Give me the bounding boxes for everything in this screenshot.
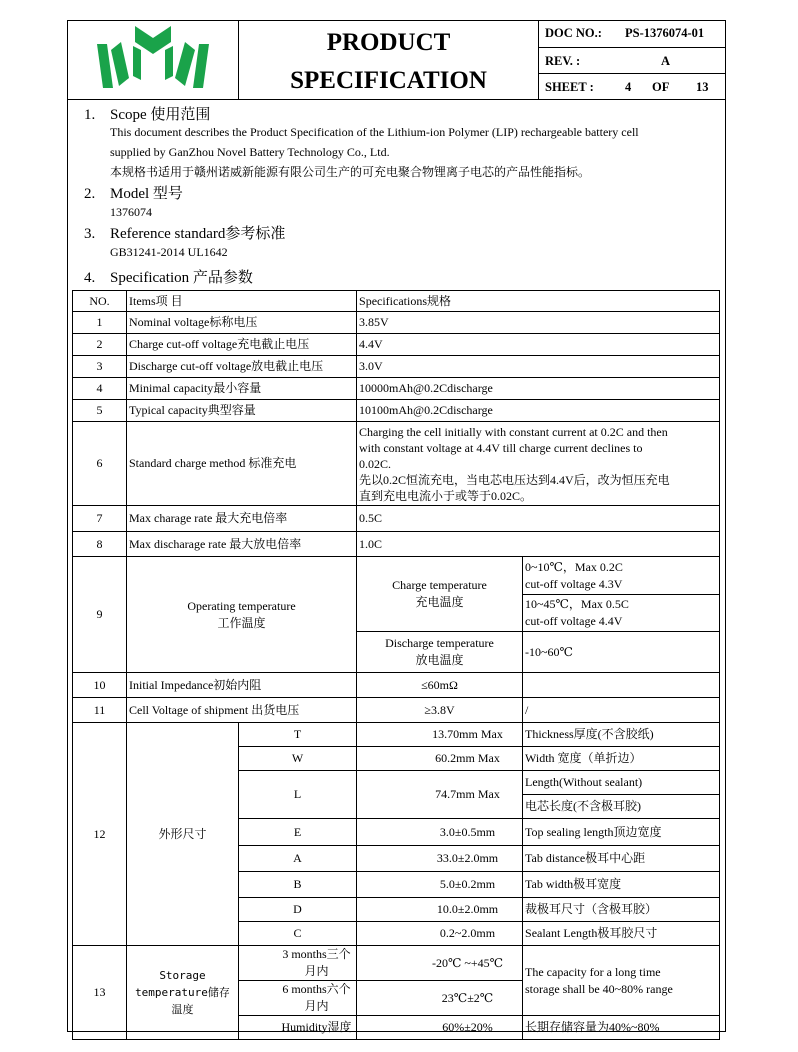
table-row: 电芯长度(不含极耳胶) [73,795,720,819]
table-row: 8 Max discharage rate 最大放电倍率 1.0C [73,532,720,557]
logo-cell [67,20,239,100]
table-row: 2 Charge cut-off voltage充电截止电压 4.4V [73,334,720,356]
section-2-text: 1376074 [110,205,152,219]
section-1-text: This document describes the Product Specification of the Lithium-ion Polymer (LIP) rechargeable battery cell supplied by GanZhou Novel Battery Technology Co., Ltd. 本规格书适用于赣州诺威新能源有限公司生产的可充电聚合物锂离子电芯的产品性能指标。 [110,125,639,179]
table-row: 4 Minimal capacity最小容量 10000mAh@0.2Cdischarge [73,378,720,400]
doc-no-value: PS-1376074-01 [625,26,705,40]
section-3-heading: 3. Reference standard参考标准 [84,226,286,242]
section-1-heading: 1. Scope 使用范围 [84,107,211,123]
sheet-row [539,73,726,100]
rev-label: REV. : [545,53,581,68]
section-3-text: GB31241-2014 UL1642 [110,245,228,259]
title-cell [239,20,539,100]
company-logo-icon [67,20,239,100]
table-row: 7 Max charage rate 最大充电倍率 0.5C [73,506,720,532]
sheet-of: OF [652,80,670,95]
title-line-1: PRODUCT [326,29,451,56]
sheet-label: SHEET : [545,80,594,95]
table-row: Discharge temperature 放电温度 -10~60℃ [73,632,720,673]
table-row: W 60.2mm Max Width 宽度（单折边） [73,747,720,771]
section-2-heading: 2. Model 型号 [84,186,183,202]
col-no-header: NO. [73,291,127,312]
col-items-header: Items项 目 [127,291,357,312]
table-row: 5 Typical capacity典型容量 10100mAh@0.2Cdischarge [73,400,720,422]
table-row: Humidity湿度 60%±20% 长期存储容量为40%~80% [73,1016,720,1040]
table-row: A 33.0±2.0mm Tab distance极耳中心距 [73,846,720,872]
sheet-total: 13 [696,80,709,95]
spec-table [72,290,720,1040]
rev-value: A [661,53,671,68]
document-header [67,20,726,100]
rev-row [539,47,726,74]
table-row: 10 Initial Impedance初始内阻 ≤60mΩ [73,673,720,698]
table-row: L 74.7mm Max Length(Without sealant) [73,771,720,795]
doc-no-label: DOC NO.: [545,26,602,40]
doc-no-row [539,20,726,47]
table-row: 6 months六个月内 23℃±2℃ [73,981,720,1016]
table-row: B 5.0±0.2mm Tab width极耳宽度 [73,872,720,898]
doc-meta [539,20,726,100]
col-spec-header: Specifications规格 [357,291,720,312]
table-row: 6 Standard charge method 标准充电 Charging the cell initially with constant current at 0.2C and then with constant voltage at 4.4V till charge current declines to 0.02C. 先以0.2C恒流充电，当电芯电压达到4.4V后，改为恒压充电 直到充电电流小于或等于0.02C。 [73,422,720,506]
section-4-heading: 4. Specification 产品参数 [84,270,253,286]
sheet-value: 4 [625,80,632,95]
table-row: C 0.2~2.0mm Sealant Length极耳胶尺寸 [73,922,720,946]
table-row: 10~45℃，Max 0.5C cut-off voltage 4.4V [73,595,720,632]
table-row: 11 Cell Voltage of shipment 出货电压 ≥3.8V / [73,698,720,723]
table-row: 9 Operating temperature 工作温度 Charge temperature 充电温度 0~10℃，Max 0.2C cut-off voltage 4.3V [73,557,720,595]
table-row: 13 Storage temperature储存 温度 3 months三个月内 -20℃ ~+45℃ The capacity for a long time storage shall be 40~80% range [73,946,720,981]
table-row: 3 Discharge cut-off voltage放电截止电压 3.0V [73,356,720,378]
table-row: D 10.0±2.0mm 裁极耳尺寸（含极耳胶） [73,898,720,922]
table-header-row [73,291,720,312]
table-row: 1 Nominal voltage标称电压 3.85V [73,312,720,334]
table-row: E 3.0±0.5mm Top sealing length顶边宽度 [73,819,720,846]
table-row: 12 外形尺寸 T 13.70mm Max Thickness厚度(不含胶纸) [73,723,720,747]
title-line-2: SPECIFICATION [290,67,487,94]
